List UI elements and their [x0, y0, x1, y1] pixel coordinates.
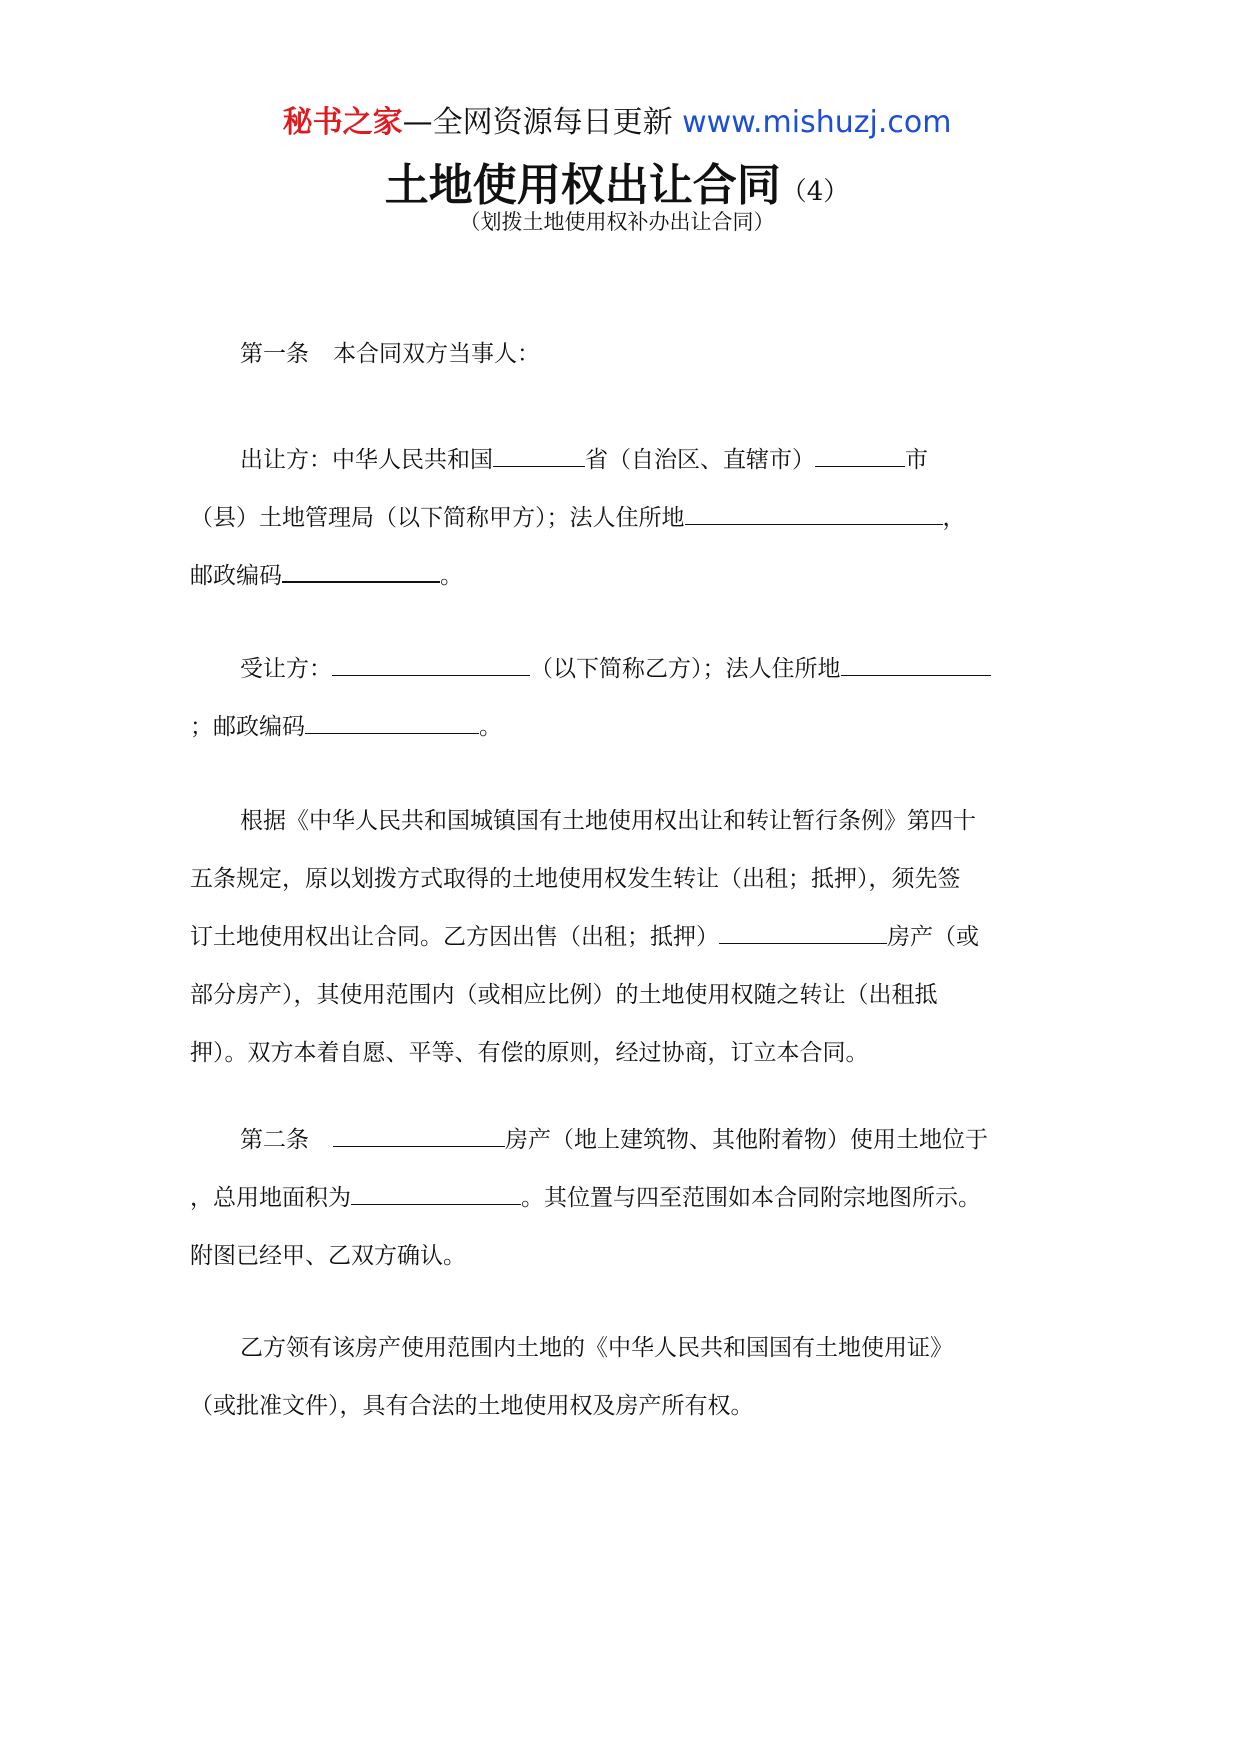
- title-number: （4）: [780, 177, 850, 207]
- grantee-text: （以下简称乙方）；法人住所地: [530, 656, 841, 682]
- document-subtitle: （划拨土地使用权补办出让合同）: [459, 210, 775, 234]
- article-2-text: ，总用地面积为: [190, 1185, 351, 1211]
- article-2-heading: 第二条: [240, 1127, 309, 1153]
- article-1-text: 本合同双方当事人：: [333, 341, 540, 367]
- grantor-postcode-blank: [282, 561, 440, 583]
- grantee-text: ；邮政编码: [190, 714, 305, 740]
- certificate-paragraph: [190, 1319, 1050, 1435]
- grantee-name-blank: [332, 655, 530, 676]
- land-area-blank: [351, 1184, 521, 1205]
- site-banner: [0, 103, 1234, 143]
- grantor-text: 省（自治区、直辖市）: [585, 447, 815, 473]
- banner-brand: 秘书之家: [282, 105, 403, 140]
- title-text: 土地使用权出让合同: [384, 160, 781, 211]
- basis-line: 押）。双方本着自愿、平等、有偿的原则，经过协商，订立本合同。: [190, 1040, 869, 1066]
- article-2-text: 房产（地上建筑物、其他附着物）使用土地位于: [505, 1127, 988, 1153]
- grantor-text: 。: [440, 563, 463, 589]
- article-2-text: 附图已经甲、乙双方确认。: [190, 1243, 466, 1269]
- property-blank: [719, 923, 887, 944]
- article-2-property-blank: [333, 1126, 505, 1147]
- grantor-address-blank: [685, 504, 943, 525]
- certificate-line: 乙方领有该房产使用范围内土地的《中华人民共和国国有土地使用证》: [240, 1335, 953, 1361]
- grantor-text: 邮政编码: [190, 563, 282, 589]
- city-blank: [815, 446, 905, 467]
- certificate-line: （或批准文件），具有合法的土地使用权及房产所有权。: [190, 1393, 754, 1419]
- grantee-paragraph: [190, 640, 1050, 756]
- basis-paragraph: [190, 792, 1050, 1082]
- article-1-heading: 第一条: [240, 341, 309, 367]
- basis-line: 部分房产），其使用范围内（或相应比例）的土地使用权随之转让（出租抵: [190, 982, 938, 1008]
- grantor-text: 出让方：中华人民共和国: [240, 447, 493, 473]
- article-2-text: 。其位置与四至范围如本合同附宗地图所示。: [521, 1185, 981, 1211]
- basis-line: 房产（或: [887, 924, 979, 950]
- grantee-address-blank: [841, 655, 991, 676]
- banner-url-link[interactable]: www.mishuzj.com: [682, 105, 952, 140]
- article-2: [190, 1111, 1050, 1285]
- province-blank: [493, 446, 585, 467]
- basis-line: 订土地使用权出让合同。乙方因出售（出租；抵押）: [190, 924, 719, 950]
- grantee-text: 受让方：: [240, 656, 332, 682]
- grantee-postcode-blank: [305, 713, 479, 734]
- grantee-text: 。: [479, 714, 502, 740]
- article-1: [190, 325, 1050, 383]
- grantor-text: （县）土地管理局（以下简称甲方）；法人住所地: [190, 505, 685, 531]
- grantor-text: 市: [905, 447, 928, 473]
- grantor-paragraph: [190, 431, 1050, 605]
- banner-tagline: —全网资源每日更新: [402, 105, 683, 140]
- grantor-text: ，: [942, 505, 966, 531]
- basis-line: 根据《中华人民共和国城镇国有土地使用权出让和转让暂行条例》第四十: [240, 808, 976, 834]
- basis-line: 五条规定，原以划拨方式取得的土地使用权发生转让（出租；抵押），须先签: [190, 866, 961, 892]
